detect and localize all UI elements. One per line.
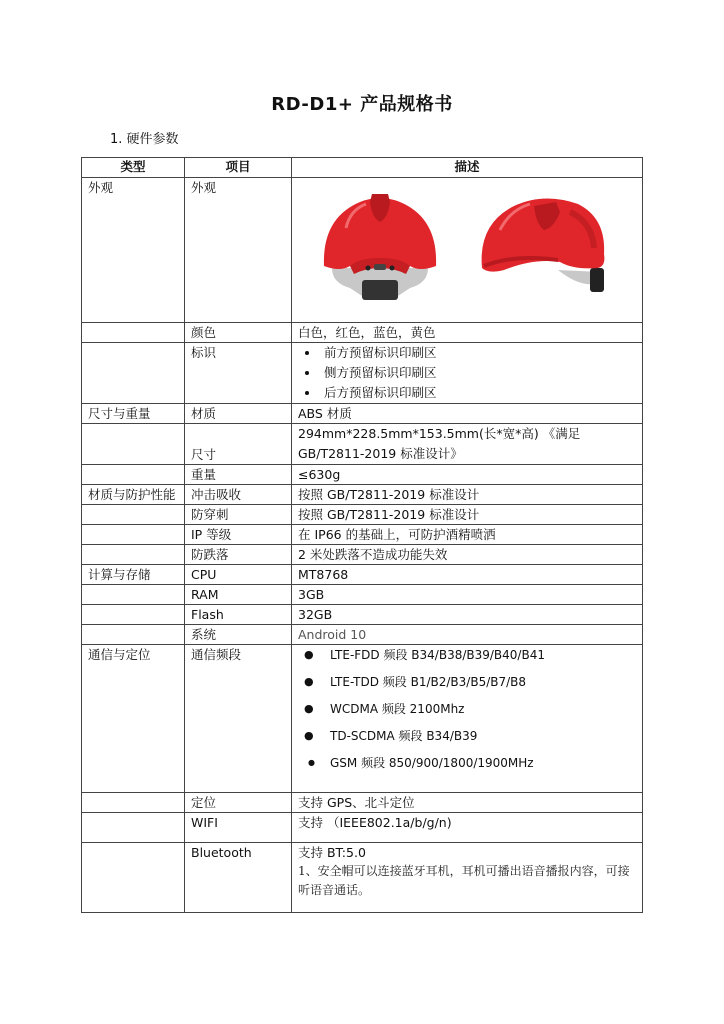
logo-list <box>298 343 636 403</box>
desc-cell: ≤630g <box>292 465 643 485</box>
type-cell: 材质与防护性能 <box>82 485 185 505</box>
type-cell: 计算与存储 <box>82 565 185 585</box>
list-item: ● WCDMA 频段 2100Mhz <box>304 700 636 718</box>
desc-cell: 294mm*228.5mm*153.5mm(长*宽*高) 《满足 GB/T2811-2019 标准设计》 <box>292 424 643 465</box>
item-cell: 材质 <box>185 404 292 424</box>
item-cell: 通信频段 <box>185 645 292 793</box>
item-cell: 颜色 <box>185 323 292 343</box>
desc-cell: Android 10 <box>292 625 643 645</box>
desc-cell: 2 米处跌落不造成功能失效 <box>292 545 643 565</box>
table-row <box>82 843 643 913</box>
table-row <box>82 813 643 843</box>
table-row <box>82 525 643 545</box>
spec-table <box>81 157 643 913</box>
header-desc: 描述 <box>292 158 643 178</box>
desc-cell: 3GB <box>292 585 643 605</box>
type-cell: 外观 <box>82 178 185 323</box>
page-title: RD-D1+ 产品规格书 <box>271 94 453 115</box>
list-item: • 前方预留标识印刷区 <box>320 343 636 363</box>
table-row <box>82 565 643 585</box>
desc-cell: ABS 材质 <box>292 404 643 424</box>
helmet-side-image <box>474 188 624 308</box>
item-cell: 防穿刺 <box>185 505 292 525</box>
item-cell: 尺寸 <box>185 424 292 465</box>
list-item: ● GSM 频段 850/900/1800/1900MHz <box>304 754 636 772</box>
table-row <box>82 625 643 645</box>
helmet-images <box>292 178 643 323</box>
desc-cell: MT8768 <box>292 565 643 585</box>
item-cell: WIFI <box>185 813 292 843</box>
table-row <box>82 545 643 565</box>
desc-cell: 32GB <box>292 605 643 625</box>
table-row <box>82 605 643 625</box>
helmet-front-image <box>310 188 450 308</box>
item-cell: RAM <box>185 585 292 605</box>
header-type: 类型 <box>82 158 185 178</box>
table-row <box>82 645 643 793</box>
item-cell: 标识 <box>185 343 292 404</box>
table-row <box>82 323 643 343</box>
item-cell: IP 等级 <box>185 525 292 545</box>
desc-cell: 支持 GPS、北斗定位 <box>292 793 643 813</box>
item-cell: 防跌落 <box>185 545 292 565</box>
header-item: 项目 <box>185 158 292 178</box>
item-cell: 外观 <box>185 178 292 323</box>
table-row <box>82 404 643 424</box>
type-cell: 通信与定位 <box>82 645 185 793</box>
item-cell: CPU <box>185 565 292 585</box>
table-row <box>82 343 643 404</box>
desc-cell: 按照 GB/T2811-2019 标准设计 <box>292 485 643 505</box>
item-cell: 重量 <box>185 465 292 485</box>
item-cell: 冲击吸收 <box>185 485 292 505</box>
list-item: ● LTE-FDD 频段 B34/B38/B39/B40/B41 <box>304 646 636 664</box>
section-heading: 1. 硬件参数 <box>110 132 179 147</box>
item-cell: Flash <box>185 605 292 625</box>
table-row <box>82 485 643 505</box>
table-row <box>82 465 643 485</box>
desc-cell: 支持 （IEEE802.1a/b/g/n) <box>292 813 643 843</box>
type-cell: 尺寸与重量 <box>82 404 185 424</box>
list-item: ● TD-SCDMA 频段 B34/B39 <box>304 727 636 745</box>
table-row <box>82 424 643 465</box>
table-row <box>82 585 643 605</box>
bands-list <box>298 646 636 772</box>
list-item: • 侧方预留标识印刷区 <box>320 363 636 383</box>
header-row <box>82 158 643 178</box>
item-cell: Bluetooth <box>185 843 292 913</box>
table-row <box>82 793 643 813</box>
desc-cell: 在 IP66 的基础上，可防护酒精喷洒 <box>292 525 643 545</box>
list-item: • 后方预留标识印刷区 <box>320 383 636 403</box>
item-cell: 系统 <box>185 625 292 645</box>
table-row <box>82 505 643 525</box>
bt-support: 支持 BT:5.0 <box>298 845 366 860</box>
item-cell: 定位 <box>185 793 292 813</box>
desc-cell: 白色，红色，蓝色，黄色 <box>292 323 643 343</box>
table-row <box>82 178 643 323</box>
bt-note: 1、安全帽可以连接蓝牙耳机，耳机可播出语音播报内容，可接听语音通话。 <box>298 864 630 897</box>
desc-cell: 按照 GB/T2811-2019 标准设计 <box>292 505 643 525</box>
list-item: ● LTE-TDD 频段 B1/B2/B3/B5/B7/B8 <box>304 673 636 691</box>
